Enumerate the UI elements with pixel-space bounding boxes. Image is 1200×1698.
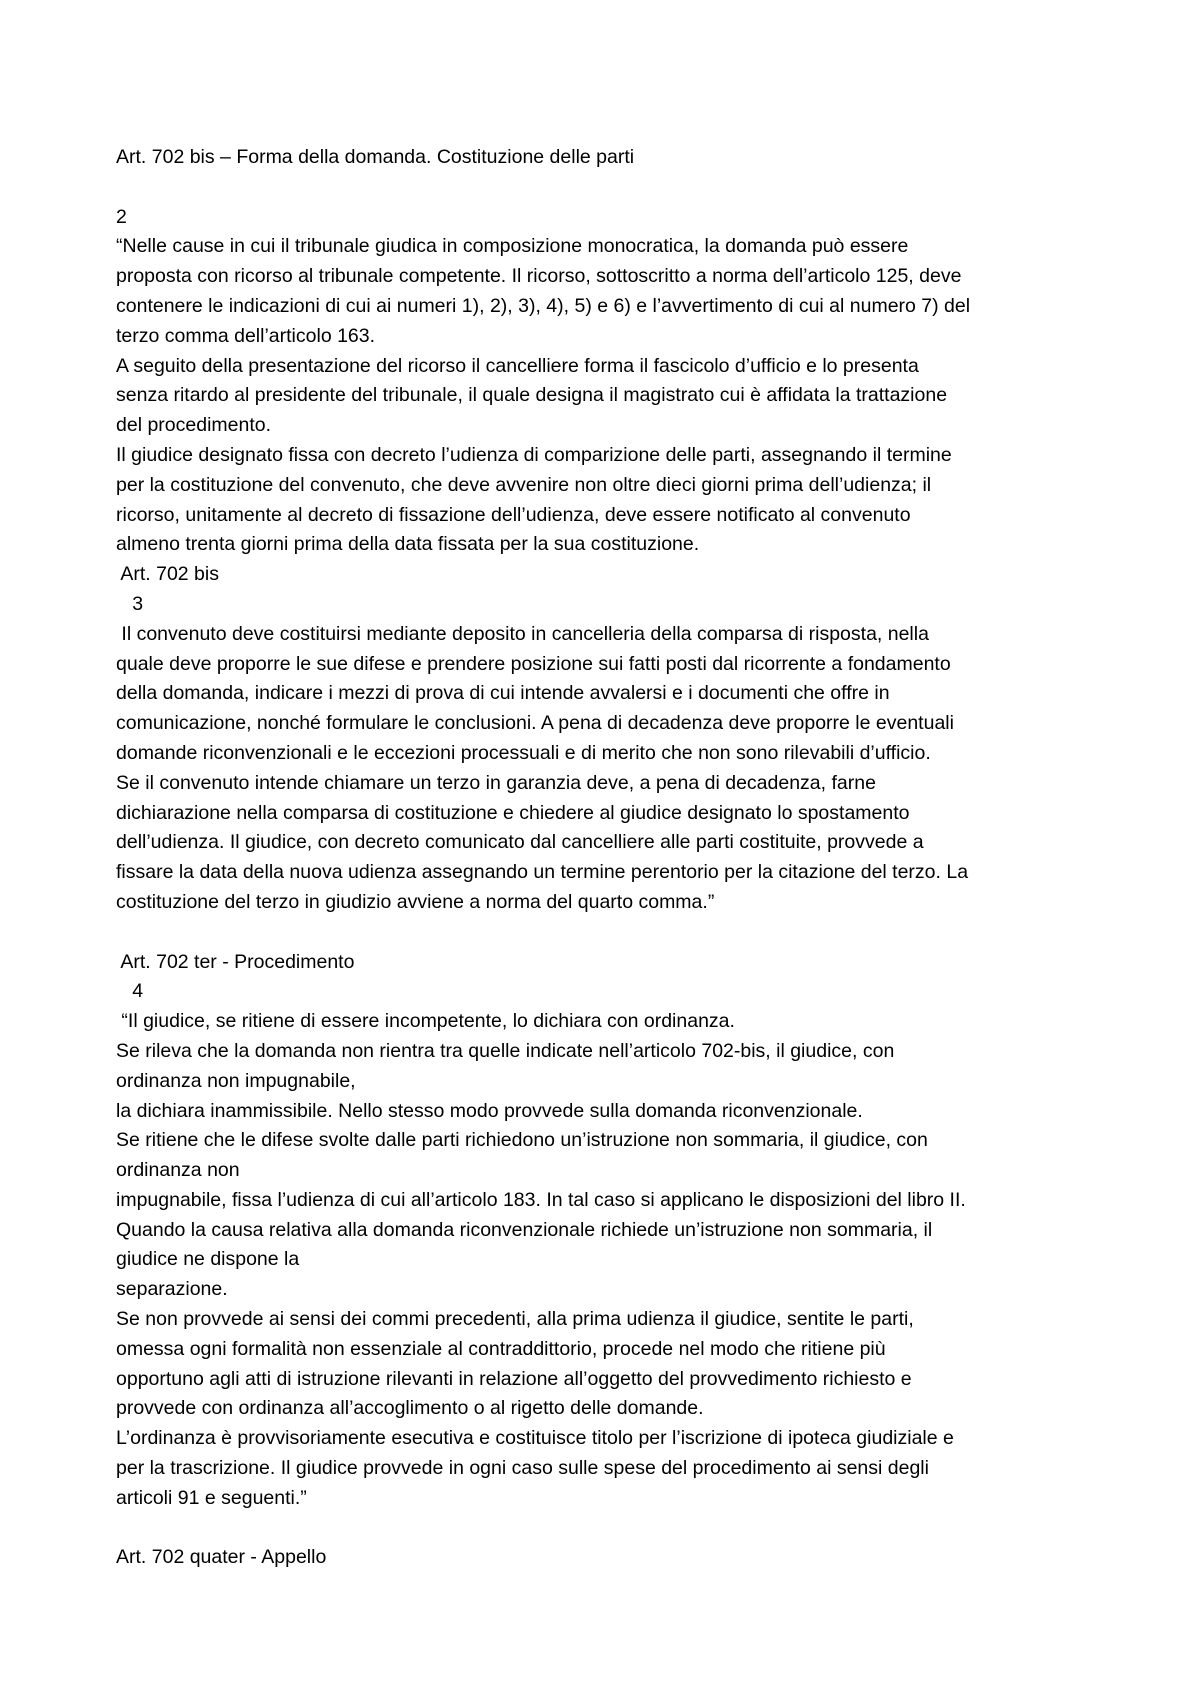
text-line: “Nelle cause in cui il tribunale giudica in composizione monocratica, la domanda può essere [116,235,909,258]
text-line: contenere le indicazioni di cui ai numeri 1), 2), 3), 4), 5) e 6) e l’avvertimento di cui al numero 7) del [116,294,971,317]
text-line: ricorso, unitamente al decreto di fissazione dell’udienza, deve essere notificato al convenuto [116,503,911,526]
text-line: “Il giudice, se ritiene di essere incompetente, lo dichiara con ordinanza. [116,1010,735,1033]
text-line: Art. 702 ter - Procedimento [116,950,355,973]
text-line: Se ritiene che le difese svolte dalle parti richiedono un’istruzione non sommaria, il giudice, con [116,1129,928,1152]
text-line: dichiarazione nella comparsa di costituzione e chiedere al giudice designato lo spostamento [116,801,910,824]
text-line: ordinanza non impugnabile, [116,1069,356,1092]
text-line: almeno trenta giorni prima della data fissata per la sua costituzione. [116,533,700,556]
text-line: terzo comma dell’articolo 163. [116,324,376,347]
text-line: del procedimento. [116,414,272,437]
text-line: Se non provvede ai sensi dei commi precedenti, alla prima udienza il giudice, sentite le parti, [116,1308,914,1331]
blank-line [116,1514,1096,1544]
text-line: Art. 702 quater - Appello [116,1546,327,1569]
text-line: 2 [116,205,127,228]
text-line: separazione. [116,1278,228,1301]
text-line: la dichiara inammissibile. Nello stesso modo provvede sulla domanda riconvenzionale. [116,1099,863,1122]
text-line: Art. 702 bis [116,563,219,586]
text-line: senza ritardo al presidente del tribunale, il quale designa il magistrato cui è affidata la trattazione [116,384,948,407]
text-line: Quando la causa relativa alla domanda riconvenzionale richiede un’istruzione non sommaria, il [116,1218,933,1241]
text-line: fissare la data della nuova udienza assegnando un termine perentorio per la citazione del terzo. La [116,861,969,884]
text-line: opportuno agli atti di istruzione rilevanti in relazione all’oggetto del provvedimento richiesto e [116,1367,912,1390]
text-line: domande riconvenzionali e le eccezioni processuali e di merito che non sono rilevabili d’ufficio. [116,741,931,764]
text-line: per la costituzione del convenuto, che deve avvenire non oltre dieci giorni prima dell’udienza; il [116,473,932,496]
text-line: 4 [116,980,144,1003]
text-line: quale deve proporre le sue difese e prendere posizione sui fatti posti dal ricorrente a fondamento [116,652,951,675]
text-line: costituzione del terzo in giudizio avviene a norma del quarto comma.” [116,890,715,913]
text-line: dell’udienza. Il giudice, con decreto comunicato dal cancelliere alle parti costituite, provvede a [116,831,924,854]
text-line: articoli 91 e seguenti.” [116,1486,307,1509]
text-line: comunicazione, nonché formulare le conclusioni. A pena di decadenza deve proporre le eventuali [116,712,954,735]
text-line: della domanda, indicare i mezzi di prova di cui intende avvalersi e i documenti che offre in [116,682,890,705]
text-line: A seguito della presentazione del ricorso il cancelliere forma il fascicolo d’ufficio e lo presenta [116,354,919,377]
text-line: Se il convenuto intende chiamare un terzo in garanzia deve, a pena di decadenza, farne [116,771,876,794]
text-line: Il convenuto deve costituirsi mediante deposito in cancelleria della comparsa di risposta, nella [116,622,929,645]
blank-line [116,173,1096,203]
document-page [116,143,1096,1573]
text-line: L’ordinanza è provvisoriamente esecutiva e costituisce titolo per l’iscrizione di ipoteca giudiziale e [116,1427,954,1450]
text-line: provvede con ordinanza all’accoglimento o al rigetto delle domande. [116,1397,704,1420]
text-line: ordinanza non [116,1159,240,1182]
text-line: Art. 702 bis – Forma della domanda. Costituzione delle parti [116,146,635,168]
text-line: omessa ogni formalità non essenziale al contraddittorio, procede nel modo che ritiene più [116,1337,886,1360]
text-line: impugnabile, fissa l’udienza di cui all’articolo 183. In tal caso si applicano le disposizioni del libro II. [116,1188,966,1211]
blank-line [116,918,1096,948]
text-line: proposta con ricorso al tribunale competente. Il ricorso, sottoscritto a norma dell’articolo 125, deve [116,265,962,288]
text-line: 3 [116,592,144,615]
text-line: per la trascrizione. Il giudice provvede in ogni caso sulle spese del procedimento ai sensi degli [116,1457,929,1480]
text-line: Il giudice designato fissa con decreto l’udienza di comparizione delle parti, assegnando il termine [116,443,952,466]
text-line: Se rileva che la domanda non rientra tra quelle indicate nell’articolo 702-bis, il giudice, con [116,1039,895,1062]
text-line: giudice ne dispone la [116,1248,300,1271]
